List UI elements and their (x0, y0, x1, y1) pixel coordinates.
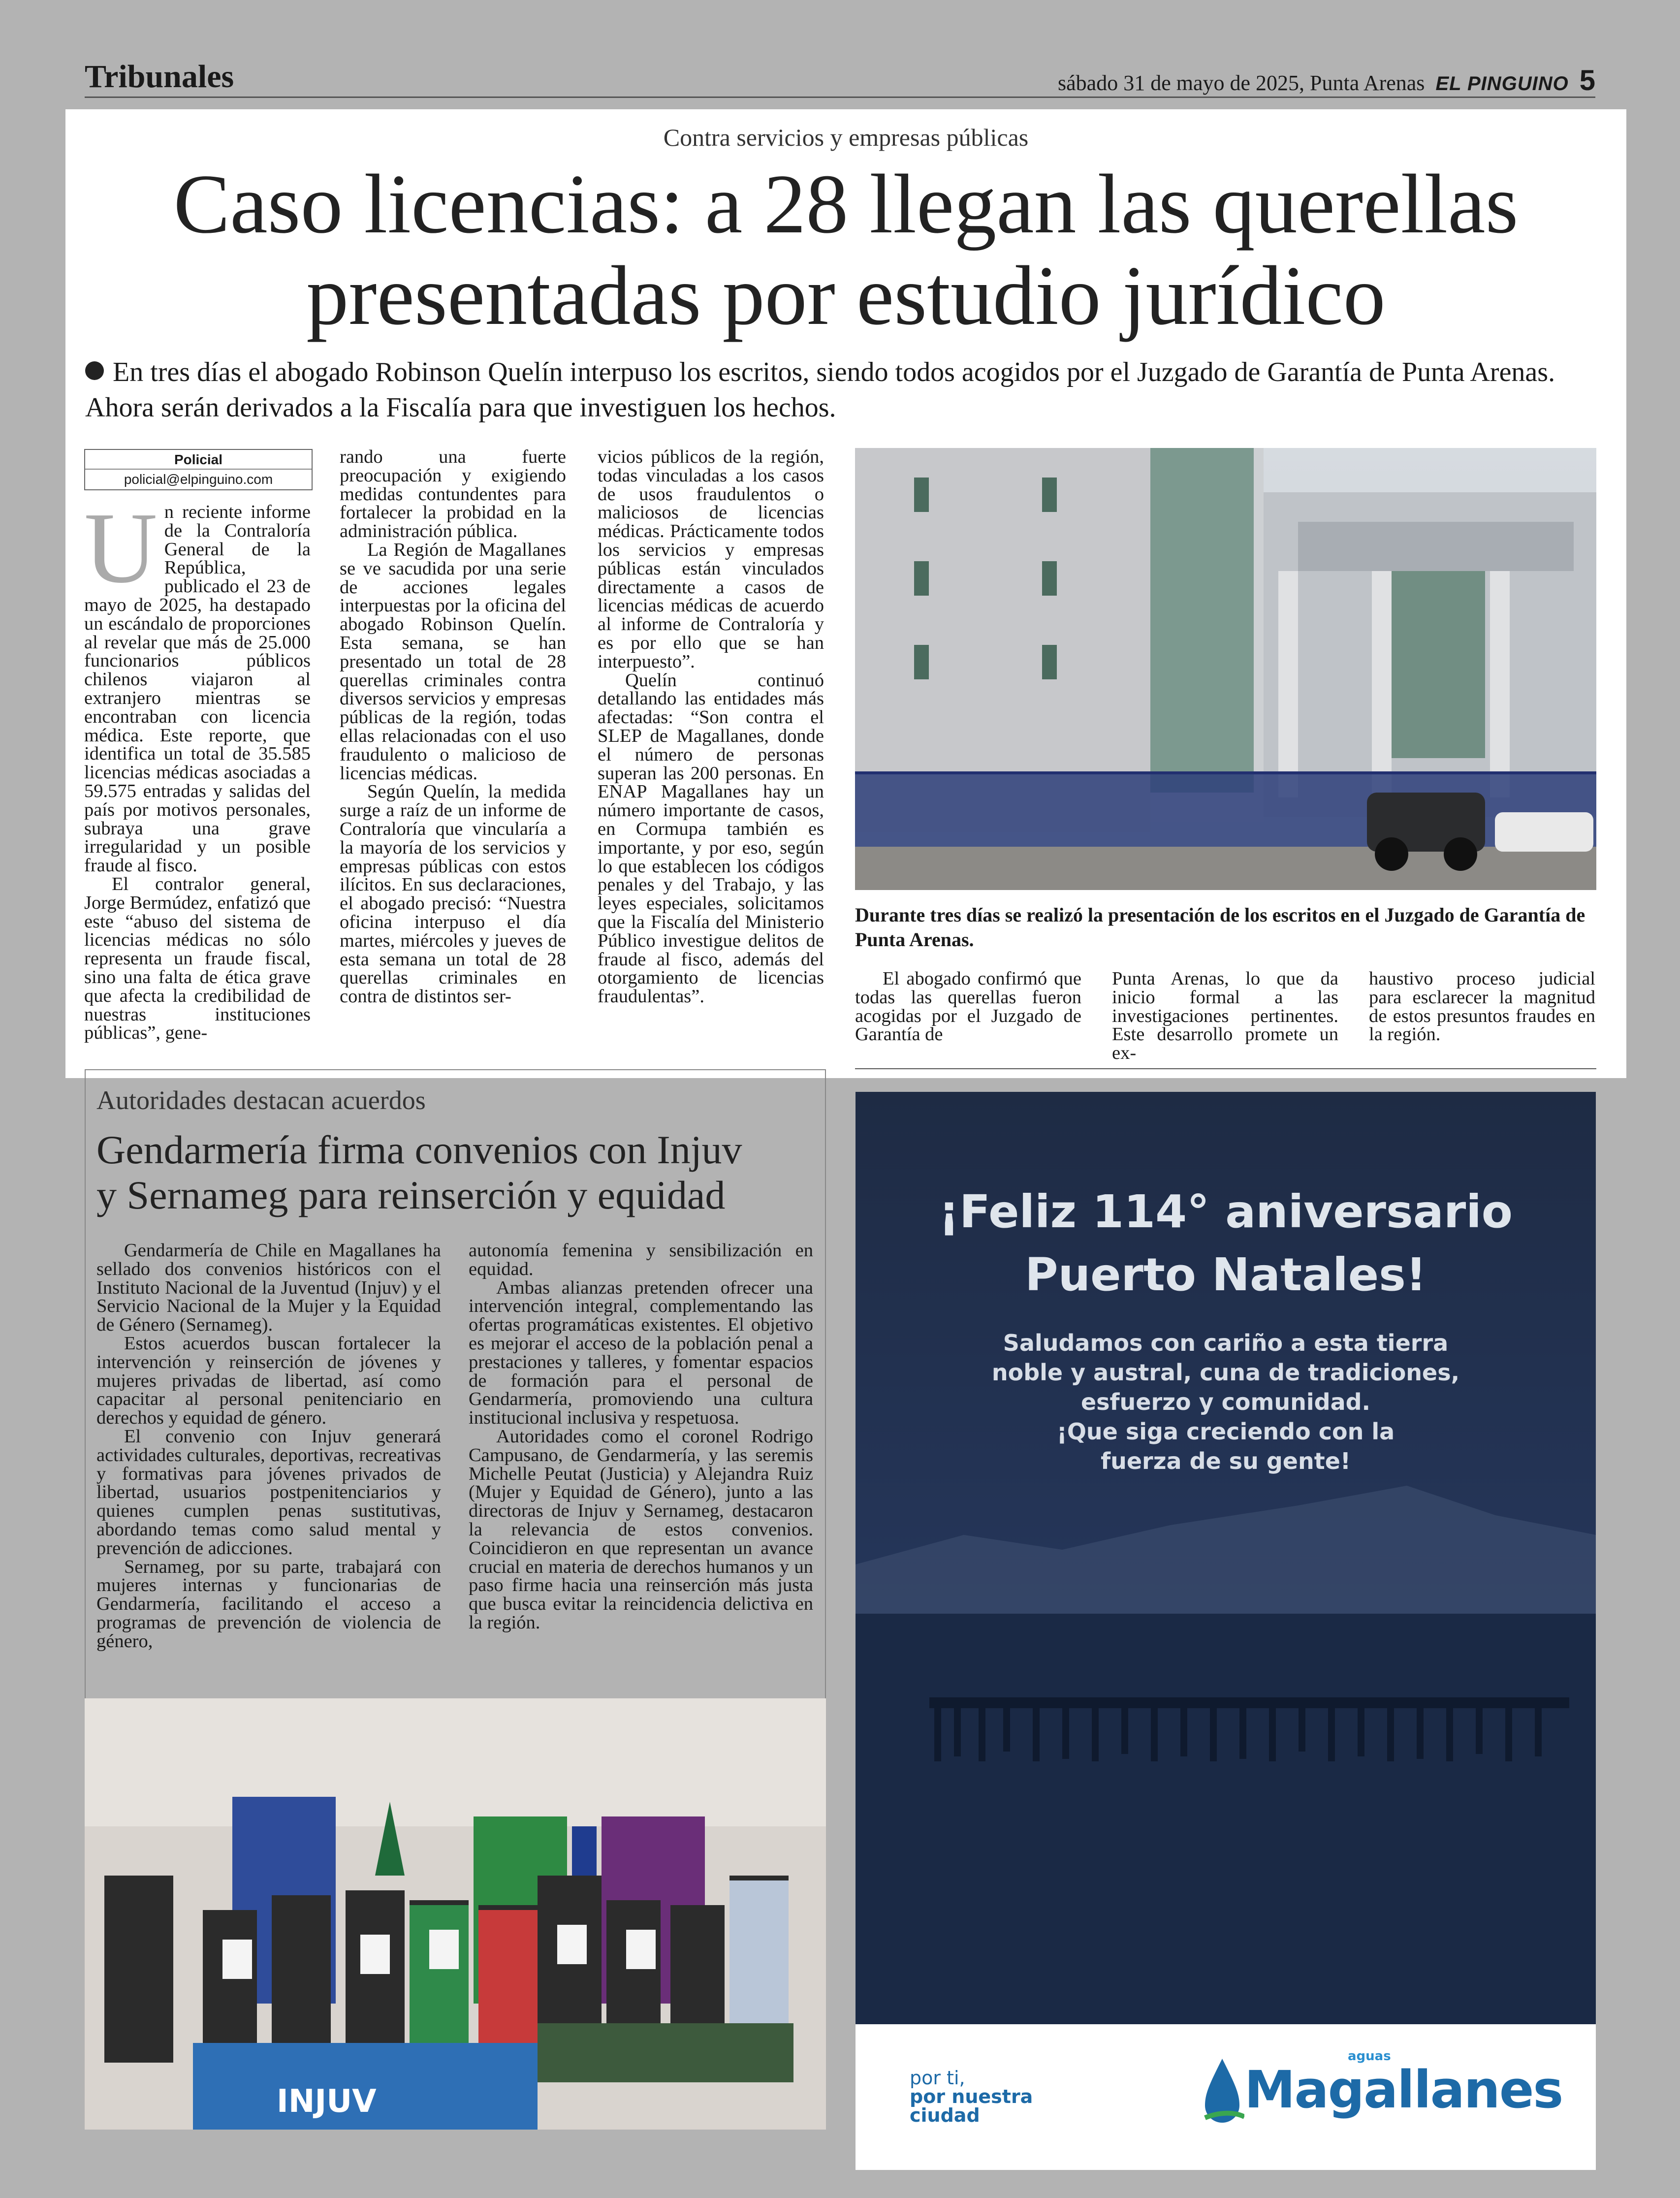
paragraph: Un reciente informe de la Contraloría General de la República, publicado el 23 de mayo de 2025, ha destapado un escándalo de proporciones al revelar que más de 25.000 funcionarios públicos chilenos viajaron al extranjero mientras se encontraban con licencia médica. Este reporte, que identifica un total de 35.585 licencias médicas asociadas a 59.575 entradas y salidas del país por motivos personales, subraya una grave irregularidad y un posible fraude al fisco. (84, 491, 311, 876)
paragraph: La Región de Magallanes se ve sacudida por una serie de acciones legales interpuestas por la oficina del abogado Robinson Quelín. Esta semana, se han presentado un total de 28 querellas criminales contra diversos servicios y empresas públicas de la región, todas ellas relacionadas con el uso fraudulento o malicioso de licencias médicas. (340, 539, 566, 784)
advertisement[interactable] (856, 1092, 1596, 2170)
byline-email: policial@elpinguino.com (124, 472, 273, 487)
paragraph: rando una fuerte preocupación y exigiendo medidas contundentes para fortalecer la probidad en la administración pública. (340, 446, 566, 542)
ad-title-line-1: ¡Feliz 114° aniversario (939, 1185, 1513, 1238)
article-lead (85, 354, 1606, 425)
paragraph: Según Quelín, la medida surge a raíz de un informe de Contraloría que vincularía a la mayoría de los servicios y empresas públicas con estos ilícitos. En sus declaraciones, el abogado precisó: “Nuestra oficina interpuso el día martes, miércoles y jueves de esta semana un total de 28 querellas criminales en contra de distintos ser- (340, 781, 566, 1007)
section-label: Tribunales (85, 59, 234, 95)
ad-message-line: ¡Que siga creciendo con la (1056, 1418, 1395, 1445)
paragraph: El convenio con Injuv generará actividades culturales, deportivas, recreativas y formativas para jóvenes privados de libertad, usuarios postpenitenciarios y quienes cumplen penas sustitutivas, abordando temas como salud mental y prevención de adicciones. (96, 1426, 441, 1559)
slogan-line: por nuestra (910, 2086, 1033, 2107)
photo-caption: Durante tres días se realizó la presentación de los escritos en el Juzgado de Garantía de Punta Arenas. (855, 904, 1585, 951)
signing-ceremony-photo (85, 1698, 826, 2130)
article-column-1 (84, 491, 311, 1044)
ad-message-line: fuerza de su gente! (1101, 1448, 1351, 1474)
ad-message-line: Saludamos con cariño a esta tierra (1003, 1330, 1449, 1356)
paragraph: Autoridades como el coronel Rodrigo Campusano, de Gendarmería, y las seremis Michelle Peutat (Justicia) y Alejandra Ruiz (Mujer y Equidad de Género), junto a las directoras de Injuv y Sernameg, destacaron la relevancia de estos convenios. Coincidieron en que representan un avance crucial en materia de derechos humanos y un paso firme hacia una reinserción más justa que busca evitar la reincidencia delictiva en la región. (469, 1426, 813, 1633)
paragraph: Quelín continuó detallando las entidades más afectadas: “Son contra el SLEP de Magallanes, donde el número de personas superan las 200 personas. En ENAP Magallanes hay un número importante de casos, en Cormupa también es importante, y por eso, según lo que establecen los códigos penales y del Trabajo, y las leyes especiales, solicitamos que la Fiscalía del Ministerio Público investigue delitos de fraude al fisco, además del otorgamiento de licencias fraudulentas”. (598, 669, 824, 1007)
header-rule (85, 96, 1595, 98)
article-column-2 (340, 448, 566, 1006)
ad-slogan (910, 2069, 1033, 2125)
slogan-line: ciudad (910, 2104, 980, 2126)
paragraph: Ambas alianzas pretenden ofrecer una intervención integral, complementando las ofertas programáticas existentes. El objetivo es mejorar el acceso de la población penal a prestaciones y talleres, y fomentar espacios de formación para el personal de Gendarmería, promoviendo una cultura institucional inclusiva y respetuosa. (469, 1277, 813, 1429)
paragraph: Estos acuerdos buscan fortalecer la intervención y reinserción de jóvenes y mujeres privadas de libertad, así como capacitar al personal penitenciario en derechos y equidad de género. (96, 1333, 441, 1429)
article-column-3 (598, 448, 824, 1006)
article-tail-column-3 (1369, 970, 1595, 1044)
lead-text: En tres días el abogado Robinson Quelín interpuso los escritos, siendo todos acogidos por el Juzgado de Garantía de Punta Arenas. Ahora serán derivados a la Fiscalía para que investiguen los hechos. (85, 357, 1555, 423)
second-article-column-2 (469, 1242, 813, 1632)
second-article-column-1 (96, 1242, 441, 1651)
divider (855, 1068, 1596, 1069)
ad-message-line: esfuerzo y comunidad. (1080, 1389, 1371, 1415)
page-header-info (1058, 64, 1595, 97)
headline-line-1: Caso licencias: a 28 llegan las querellas (173, 158, 1519, 251)
paragraph: Gendarmería de Chile en Magallanes ha sellado dos convenios históricos con el Instituto Nacional de la Juventud (Injuv) y el Servicio Nacional de la Mujer y la Equidad de Género (Sernameg). (96, 1240, 441, 1336)
newspaper-name: EL PINGUINO (1435, 73, 1569, 95)
ad-title-line-2: Puerto Natales! (1025, 1248, 1426, 1301)
ad-footer (856, 2024, 1596, 2170)
headline-line-1: Gendarmería firma convenios con Injuv (96, 1127, 742, 1172)
ceremony-illustration (85, 1698, 826, 2130)
headline-line-2: presentadas por estudio jurídico (306, 249, 1386, 343)
byline-box (84, 449, 313, 490)
paragraph: autonomía femenina y sensibilización en equidad. (469, 1240, 813, 1279)
slogan-line: por ti, (910, 2067, 965, 2089)
brand-prefix: aguas (1348, 2049, 1391, 2064)
ad-message (856, 1328, 1596, 1476)
page-number: 5 (1579, 64, 1595, 96)
article-kicker: Contra servicios y empresas públicas (663, 124, 1029, 151)
brand-logo-text: Magallanes (1244, 2060, 1563, 2120)
paragraph: El contralor general, Jorge Bermúdez, enfatizó que este “abuso del sistema de licencias médicas no sólo representa un fraude fiscal, sino una falta de ética grave que afecta la credibilidad de nuestras instituciones públicas”, gene- (84, 873, 311, 1044)
second-article-kicker: Autoridades destacan acuerdos (96, 1085, 426, 1115)
drop-cap: U (84, 491, 158, 604)
banner-text: INJUV (277, 2083, 377, 2120)
ad-title (856, 1180, 1596, 1306)
article-tail-column-2 (1112, 970, 1338, 1063)
bullet-icon (85, 361, 104, 380)
paragraph: Sernameg, por su parte, trabajará con mujeres internas y funcionarias de Gendarmería, facilitando el acceso a programas de prevención de violencia de género, (96, 1556, 441, 1652)
byline-section: Policial (85, 450, 312, 470)
ad-message-line: noble y austral, cuna de tradiciones, (991, 1359, 1460, 1386)
paragraph: haustivo proceso judicial para esclarecer la magnitud de estos presuntos fraudes en la región. (1369, 968, 1595, 1045)
courthouse-illustration (855, 448, 1596, 890)
headline-line-2: y Sernameg para reinserción y equidad (96, 1173, 726, 1217)
courthouse-photo (855, 448, 1596, 890)
main-article (65, 109, 1626, 1078)
second-article-headline (96, 1127, 742, 1218)
article-headline (65, 159, 1626, 342)
article-tail-column-1 (855, 970, 1081, 1044)
paragraph: Punta Arenas, lo que da inicio formal a las investigaciones pertinentes. Este desarrollo promete un ex- (1112, 968, 1338, 1064)
paragraph: El abogado confirmó que todas las querellas fueron acogidas por el Juzgado de Garantía de (855, 968, 1081, 1045)
water-drop-icon (1200, 2054, 1244, 2128)
paragraph: vicios públicos de la región, todas vinculadas a los casos de usos fraudulentos o maliciosos de licencias médicas. Prácticamente todos los servicios y empresas públicas están vinculados directamente a casos de licencias médicas de acuerdo al informe de Contraloría y es por ello que se han interpuesto”. (598, 446, 824, 672)
date-place: sábado 31 de mayo de 2025, Punta Arenas (1058, 71, 1425, 95)
